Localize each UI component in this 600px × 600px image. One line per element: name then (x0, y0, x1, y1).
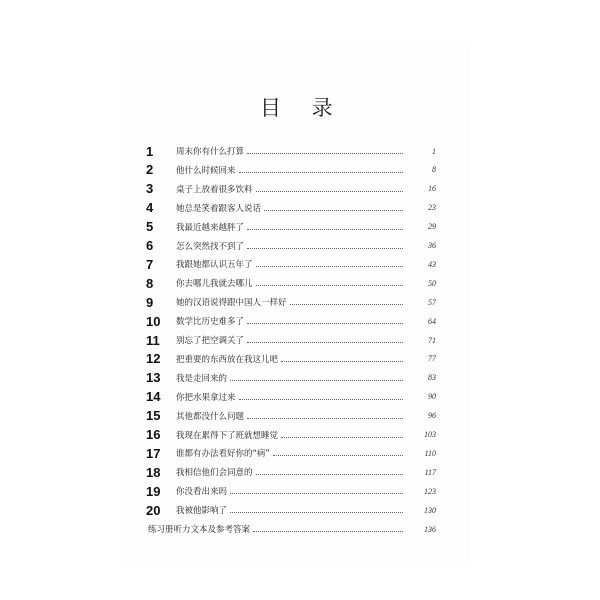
lesson-title: 我最近越来越胖了 (176, 222, 245, 233)
dot-leader (256, 473, 403, 475)
page-number: 90 (428, 392, 436, 402)
lesson-number: 13 (146, 370, 161, 386)
toc-entry (120, 407, 470, 425)
page-number: 43 (428, 259, 436, 269)
page-number: 110 (424, 448, 436, 458)
toc-entry (120, 444, 470, 462)
page-number: 71 (428, 335, 436, 345)
toc-entry (120, 218, 470, 236)
dot-leader (230, 492, 403, 494)
page-number: 77 (428, 354, 436, 364)
page-number: 16 (428, 184, 436, 194)
toc-entry (120, 331, 470, 349)
toc-entry (120, 312, 470, 330)
lesson-number: 16 (146, 427, 161, 442)
lesson-number: 6 (146, 238, 154, 253)
lesson-title: 她的汉语说得跟中国人一样好 (176, 298, 287, 309)
toc-entry (120, 369, 470, 387)
toc-entry (120, 199, 470, 217)
page-number: 50 (428, 278, 436, 288)
lesson-title: 把重要的东西放在我这儿吧 (176, 354, 279, 365)
dot-leader (247, 341, 403, 343)
page-number: 29 (428, 222, 436, 232)
dot-leader (247, 417, 403, 419)
page-number: 117 (424, 467, 436, 477)
page-number: 36 (428, 241, 436, 250)
lesson-number: 2 (146, 162, 154, 178)
lesson-title: 你去哪儿我就去哪儿 (176, 279, 253, 290)
appendix-title: 练习册听力文本及参考答案 (148, 525, 251, 535)
lesson-number: 11 (146, 332, 160, 348)
lesson-title: 我被他影响了 (176, 506, 228, 517)
lesson-number: 4 (146, 200, 154, 216)
dot-leader (230, 379, 403, 381)
lesson-title: 桌子上放着很多饮料 (176, 184, 253, 195)
lesson-title: 谁都有办法看好你的“病” (176, 449, 270, 460)
dot-leader (281, 360, 403, 362)
dot-leader (256, 190, 403, 192)
dot-leader (256, 284, 403, 286)
toc-entry (120, 274, 470, 292)
toc-entry (120, 501, 470, 519)
toc-entry (120, 388, 470, 406)
page-number: 103 (424, 430, 436, 439)
lesson-title: 其他都没什么问题 (176, 411, 245, 422)
page-number: 123 (424, 486, 436, 496)
toc-entry (120, 255, 470, 273)
page-number: 96 (428, 411, 436, 421)
lesson-title: 她总是笑着跟客人说话 (176, 203, 262, 214)
page-number: 130 (424, 505, 436, 515)
toc-entry (120, 293, 470, 311)
lesson-title: 我跟她都认识五年了 (176, 260, 253, 271)
toc-entry (120, 161, 470, 179)
lesson-number: 17 (146, 445, 161, 461)
toc-entry (120, 237, 470, 255)
lesson-number: 1 (146, 143, 154, 159)
lesson-title: 怎么突然找不到了 (176, 241, 245, 252)
toc-entry (120, 350, 470, 368)
lesson-title: 别忘了把空调关了 (176, 336, 245, 346)
lesson-title: 我是走回来的 (176, 373, 228, 384)
dot-leader (264, 209, 403, 211)
lesson-title: 他什么时候回来 (176, 165, 236, 176)
page-number: 83 (428, 373, 436, 383)
lesson-number: 3 (146, 181, 154, 197)
lesson-number: 18 (146, 464, 161, 480)
dot-leader (273, 454, 403, 456)
lesson-number: 10 (146, 313, 161, 329)
page-number: 64 (428, 316, 436, 326)
lesson-number: 5 (146, 219, 154, 235)
dot-leader (247, 228, 403, 230)
toc-appendix-entry (120, 520, 470, 538)
toc-page (120, 42, 470, 562)
toc-entry (120, 142, 470, 160)
dot-leader (247, 322, 403, 324)
lesson-title: 周末你有什么打算 (176, 147, 245, 157)
page-number: 136 (424, 524, 436, 534)
dot-leader (253, 530, 403, 532)
lesson-number: 7 (146, 256, 154, 272)
dot-leader (230, 511, 403, 513)
lesson-number: 8 (146, 275, 154, 291)
lesson-number: 9 (146, 294, 154, 310)
dot-leader (281, 436, 403, 438)
lesson-number: 20 (146, 502, 161, 518)
lesson-title: 我现在累得下了班就想睡觉 (176, 430, 279, 441)
toc-entry (120, 482, 470, 500)
lesson-number: 14 (146, 389, 161, 405)
page-number: 1 (432, 146, 436, 156)
lesson-title: 你没看出来吗 (176, 487, 228, 498)
lesson-title: 你把水果拿过来 (176, 392, 236, 403)
lesson-title: 我相信他们会同意的 (176, 468, 253, 479)
toc-entry (120, 463, 470, 481)
page-title: 目 录 (260, 96, 345, 120)
lesson-number: 19 (146, 483, 161, 499)
dot-leader (247, 152, 403, 154)
dot-leader (239, 171, 403, 173)
dot-leader (256, 265, 403, 267)
dot-leader (247, 247, 403, 249)
dot-leader (239, 398, 403, 400)
lesson-number: 12 (146, 351, 161, 367)
dot-leader (290, 303, 403, 305)
page-number: 23 (428, 203, 436, 213)
page-number: 8 (432, 165, 436, 175)
lesson-number: 15 (146, 408, 161, 424)
lesson-title: 数学比历史难多了 (176, 317, 245, 328)
toc-entry (120, 426, 470, 444)
page-number: 57 (428, 297, 436, 307)
toc-entry (120, 180, 470, 198)
